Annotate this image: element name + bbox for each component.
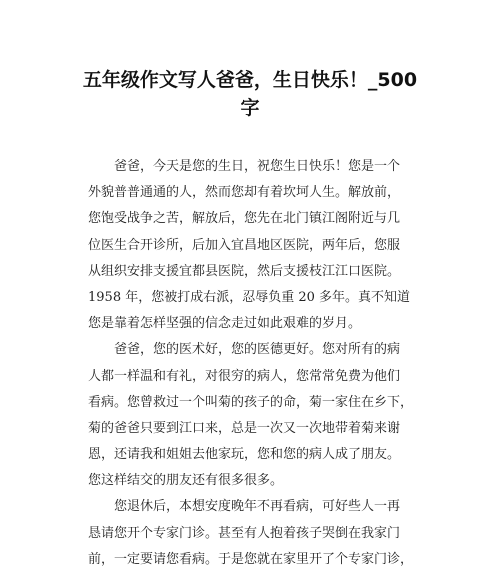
text-line: 外貌普普通通的人，然而您却有着坎坷人生。解放前， bbox=[88, 185, 401, 201]
text-line: 您是靠着怎样坚强的信念走过如此艰难的岁月。 bbox=[88, 316, 362, 332]
text-line: 看病。您曾救过一个叫菊的孩子的命，菊一家住在乡下， bbox=[88, 394, 414, 410]
text-line: 1958 年，您被打成右派，忍辱负重 20 多年。真不知道 bbox=[88, 289, 411, 305]
paragraph-2 bbox=[88, 337, 428, 494]
text-line: 人都一样温和有礼，对很穷的病人，您常常免费为他们 bbox=[88, 368, 401, 384]
title-line: 五年级作文写人爸爸，生日快乐！_500 bbox=[82, 69, 418, 91]
article-title bbox=[60, 66, 440, 122]
text-line: 您这样结交的朋友还有很多很多。 bbox=[88, 473, 284, 489]
text-line: 从组织安排支援宜都县医院，然后支援枝江江口医院。 bbox=[88, 263, 401, 279]
text-line: 恩，还请我和姐姐去他家玩，您和您的病人成了朋友。 bbox=[88, 447, 401, 463]
paragraph-3 bbox=[88, 494, 428, 566]
text-line: 您退休后，本想安度晚年不再看病，可好些人一再 bbox=[114, 499, 401, 515]
text-line: 您饱受战争之苦，解放后，您先在北门镇江阁附近与几 bbox=[88, 211, 401, 227]
text-line: 恳请您开个专家门诊。甚至有人抱着孩子哭倒在我家门 bbox=[88, 525, 401, 541]
text-line: 菊的爸爸只要到江口来，总是一次又一次地带着菊来谢 bbox=[88, 420, 401, 436]
title-line: 字 bbox=[240, 97, 260, 119]
text-line: 位医生合开诊所，后加入宜昌地区医院，两年后，您服 bbox=[88, 237, 401, 253]
text-line: 爸爸，您的医术好，您的医德更好。您对所有的病 bbox=[114, 342, 401, 358]
paragraph-1 bbox=[88, 154, 428, 337]
article-body bbox=[88, 154, 428, 566]
text-line: 爸爸，今天是您的生日，祝您生日快乐！您是一个 bbox=[114, 159, 401, 174]
text-line: 前，一定要请您看病。于是您就在家里开了个专家门诊， bbox=[88, 551, 414, 566]
